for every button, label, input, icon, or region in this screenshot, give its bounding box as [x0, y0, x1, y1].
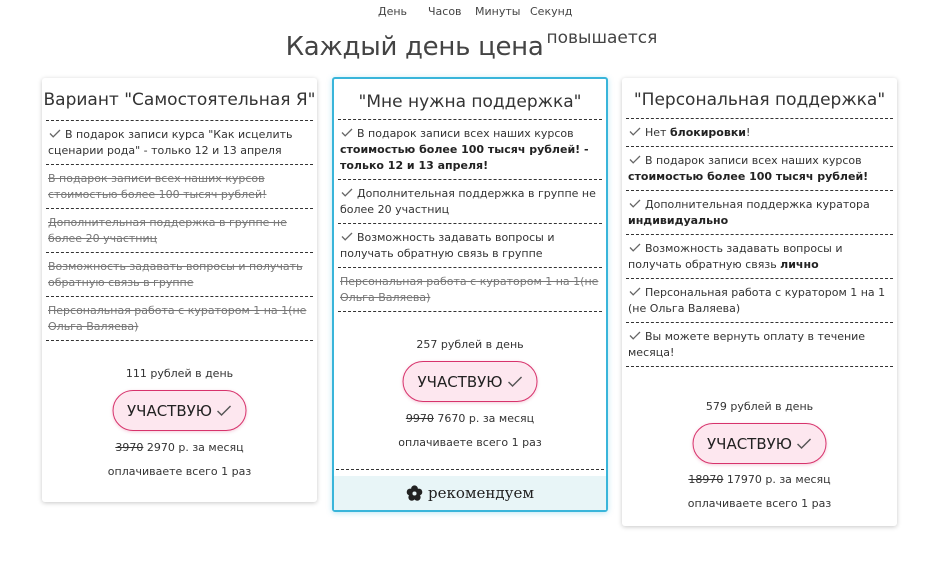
countdown-timer [0, 5, 943, 19]
price-per-day: 579 рублей в день [705, 400, 814, 413]
timer-label-hours: Часов [428, 5, 462, 18]
feature-item-unavailable: В подарок записи всех наших курсов стоимостью более 100 тысяч рублей! [46, 165, 313, 209]
feature-item-unavailable: Персональная работа с куратором 1 на 1(не Ольга Валяева) [46, 297, 313, 341]
timer-label-minutes: Минуты [475, 5, 521, 18]
feature-item: В подарок записи всех наших курсов стоимостью более 100 тысяч рублей! [626, 147, 893, 191]
plan-title: "Персональная поддержка" [633, 90, 886, 110]
plan-card-support [332, 77, 608, 512]
check-icon [628, 331, 642, 340]
check-icon [628, 243, 642, 252]
button-label: УЧАСТВУЮ [127, 401, 212, 420]
recommend-banner [334, 476, 606, 510]
feature-item: В подарок записи всех наших курсов стоимостью более 100 тысяч рублей! - только 12 и 13 апреля! [338, 120, 602, 180]
price-per-day: 257 рублей в день [416, 338, 524, 351]
timer-label-seconds: Секунд [530, 5, 573, 18]
headline-superscript: повышается [546, 28, 658, 48]
feature-item-unavailable: Возможность задавать вопросы и получать обратную связь в группе [46, 253, 313, 297]
new-price: 7670 р. за месяц [437, 412, 535, 425]
price-per-day: 111 рублей в день [125, 367, 234, 380]
participate-button[interactable] [112, 390, 247, 431]
price-per-month [622, 473, 897, 486]
check-icon [340, 232, 354, 241]
price-per-month [334, 412, 606, 425]
pay-note: оплачиваете всего 1 раз [687, 497, 832, 510]
plan-title: Вариант "Самостоятельная Я" [43, 90, 316, 110]
pay-note: оплачиваете всего 1 раз [398, 436, 542, 449]
new-price: 2970 р. за месяц [146, 441, 244, 454]
feature-item-unavailable: Дополнительная поддержка в группе не более 20 участниц [46, 209, 313, 253]
check-icon [628, 155, 642, 164]
headline-main: Каждый день цена [285, 32, 544, 62]
old-price: 18970 [688, 473, 724, 486]
feature-item: Дополнительная поддержка куратора индивидуально [626, 191, 893, 235]
plan-title: "Мне нужна поддержка" [358, 92, 582, 112]
participate-button[interactable] [692, 423, 827, 464]
price-per-month [42, 441, 317, 454]
feature-item: Дополнительная поддержка в группе не более 20 участниц [338, 180, 602, 224]
feature-list [334, 120, 606, 312]
button-label: УЧАСТВУЮ [707, 434, 792, 453]
feature-item: Вы можете вернуть оплату в течение месяца! [626, 323, 893, 367]
check-icon [628, 199, 642, 208]
feature-list [42, 121, 317, 341]
feature-item: В подарок записи курса "Как исцелить сценарии рода" - только 12 и 13 апреля [46, 121, 313, 165]
flower-icon [406, 485, 423, 502]
button-label: УЧАСТВУЮ [417, 372, 503, 391]
check-icon [797, 438, 812, 450]
timer-label-days: День [378, 5, 408, 18]
feature-list [622, 119, 897, 367]
pay-note: оплачиваете всего 1 раз [107, 465, 252, 478]
check-icon [507, 376, 522, 388]
divider [336, 469, 604, 470]
feature-item: Возможность задавать вопросы и получать обратную связь лично [626, 235, 893, 279]
check-icon [628, 287, 642, 296]
participate-button[interactable] [403, 361, 538, 402]
old-price: 9970 [405, 412, 434, 425]
plan-card-personal [622, 78, 897, 526]
plan-card-self [42, 78, 317, 502]
recommend-label: рекомендуем [427, 484, 535, 502]
feature-item: Персональная работа с куратором 1 на 1 (не Ольга Валяева) [626, 279, 893, 323]
feature-item: Нет блокировки! [626, 119, 893, 147]
feature-item: Возможность задавать вопросы и получать обратную связь в группе [338, 224, 602, 268]
new-price: 17970 р. за месяц [726, 473, 831, 486]
check-icon [340, 188, 354, 197]
page-title [0, 28, 943, 62]
check-icon [628, 127, 642, 136]
feature-item-unavailable: Персональная работа с куратором 1 на 1(не Ольга Валяева) [338, 268, 602, 312]
old-price: 3970 [115, 441, 144, 454]
check-icon [340, 128, 354, 137]
check-icon [48, 129, 62, 138]
check-icon [217, 405, 232, 417]
